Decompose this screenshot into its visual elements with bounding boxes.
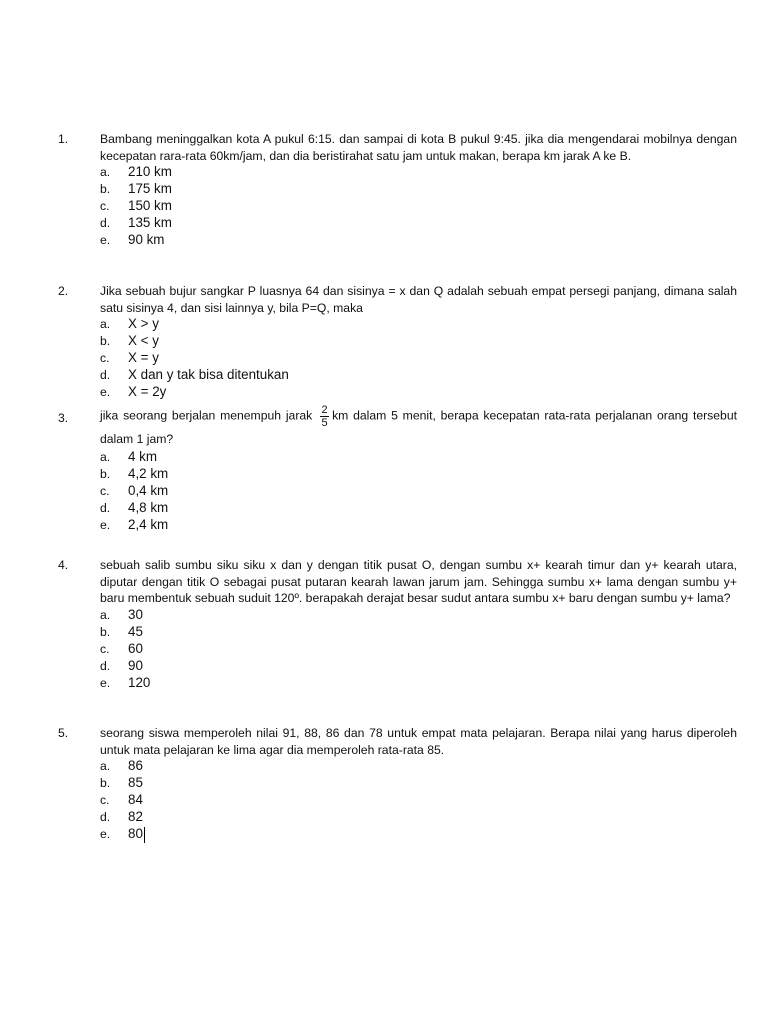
option-letter: a. [100, 759, 111, 774]
option-b [100, 181, 738, 198]
option-b [100, 775, 738, 792]
question-1 [58, 131, 738, 249]
option-value: 90 [128, 657, 143, 673]
question-3 [58, 404, 738, 534]
option-letter: d. [100, 501, 111, 516]
question-text: Jika sebuah bujur sangkar P luasnya 64 dan sisinya = x dan Q adalah sebuah empat persegi panjang, dimana salah satu sisinya 4, dan sisi lainnya y, bila P=Q, maka [100, 284, 737, 315]
option-b [100, 624, 738, 641]
fraction-denominator: 5 [321, 417, 328, 429]
question-number: 1. [58, 132, 69, 146]
option-d [100, 658, 738, 675]
option-value: 2,4 km [128, 517, 169, 533]
option-letter: c. [100, 793, 110, 808]
question-5 [58, 725, 738, 843]
option-value: X > y [128, 316, 159, 332]
option-e [100, 826, 738, 843]
question-text [100, 404, 737, 449]
option-letter: a. [100, 450, 111, 465]
option-letter: b. [100, 467, 111, 482]
option-value: 210 km [128, 164, 172, 180]
option-b [100, 466, 738, 483]
option-value: X < y [128, 333, 159, 349]
option-list [100, 316, 738, 401]
option-letter: e. [100, 827, 111, 842]
question-number: 3. [58, 411, 69, 425]
option-e [100, 675, 738, 692]
option-letter: d. [100, 216, 111, 231]
option-value: 150 km [128, 198, 172, 214]
option-value: 175 km [128, 181, 172, 197]
option-a [100, 164, 738, 181]
option-letter: a. [100, 607, 111, 622]
option-value: 0,4 km [128, 483, 169, 499]
option-letter: e. [100, 385, 111, 400]
option-d [100, 367, 738, 384]
option-value: 4,2 km [128, 466, 169, 482]
option-letter: a. [100, 165, 111, 180]
option-letter: b. [100, 334, 111, 349]
option-value: 90 km [128, 232, 165, 248]
option-e [100, 384, 738, 401]
option-value: 84 [128, 792, 143, 808]
option-letter: d. [100, 658, 111, 673]
option-d [100, 215, 738, 232]
question-text: Bambang meninggalkan kota A pukul 6:15. dan sampai di kota B pukul 9:45. jika dia mengendarai mobilnya dengan kecepatan rara-rata 60km/jam, dan dia beristirahat satu jam untuk makan, berapa km jarak A ke B. [100, 132, 737, 163]
option-list [100, 758, 738, 843]
option-value: X dan y tak bisa ditentukan [128, 367, 289, 383]
option-d [100, 809, 738, 826]
fraction-numerator: 2 [321, 404, 328, 416]
question-text: seorang siswa memperoleh nilai 91, 88, 86 dan 78 untuk empat mata pelajaran. Berapa nilai yang harus diperoleh untuk mata pelajaran ke lima agar dia memperoleh rata-rata 85. [100, 726, 737, 757]
question-text-after: km dalam 5 menit, berapa kecepatan rata-rata perjalanan orang tersebut dalam 1 jam? [100, 408, 737, 446]
option-letter: b. [100, 776, 111, 791]
option-letter: a. [100, 317, 111, 332]
option-letter: c. [100, 199, 110, 214]
option-value: 82 [128, 809, 143, 825]
option-value: 60 [128, 640, 143, 656]
question-4 [58, 557, 738, 692]
option-letter: b. [100, 624, 111, 639]
option-letter: e. [100, 518, 111, 533]
option-value: 45 [128, 623, 143, 639]
option-letter: d. [100, 368, 111, 383]
question-number: 4. [58, 558, 69, 572]
option-e [100, 232, 738, 249]
option-c [100, 198, 738, 215]
option-value: 86 [128, 758, 143, 774]
option-letter: b. [100, 182, 111, 197]
option-value: 120 [128, 674, 151, 690]
option-d [100, 500, 738, 517]
option-a [100, 316, 738, 333]
option-letter: c. [100, 351, 110, 366]
option-list [100, 164, 738, 249]
option-value: X = y [128, 350, 159, 366]
option-list [100, 607, 738, 692]
option-list [100, 449, 738, 534]
option-value: 85 [128, 775, 143, 791]
fraction [320, 404, 329, 429]
option-a [100, 758, 738, 775]
option-letter: d. [100, 810, 111, 825]
option-letter: e. [100, 675, 111, 690]
option-letter: c. [100, 641, 110, 656]
option-b [100, 333, 738, 350]
option-value: 135 km [128, 215, 172, 231]
option-value: 4 km [128, 449, 158, 465]
option-c [100, 792, 738, 809]
question-number: 2. [58, 284, 69, 298]
question-text-before: jika seorang berjalan menempuh jarak [100, 408, 313, 423]
option-value: 4,8 km [128, 500, 169, 516]
text-cursor [144, 827, 146, 843]
option-c [100, 350, 738, 367]
option-c [100, 483, 738, 500]
option-value: 30 [128, 606, 143, 622]
option-letter: c. [100, 484, 110, 499]
option-value: X = 2y [128, 384, 167, 400]
option-a [100, 607, 738, 624]
option-value: 80 [128, 826, 143, 842]
option-c [100, 641, 738, 658]
question-number: 5. [58, 726, 69, 740]
option-a [100, 449, 738, 466]
question-2 [58, 283, 738, 401]
option-e [100, 517, 738, 534]
option-letter: e. [100, 233, 111, 248]
question-text: sebuah salib sumbu siku siku x dan y dengan titik pusat O, dengan sumbu x+ kearah timur dan y+ kearah utara, diputar dengan titik O sebagai pusat putaran kearah lawan jarum jam. Sehingga sumbu x+ lama dengan sumbu y+ baru membentuk sebuah suduit 120º. berapakah derajat besar sudut antara sumbu x+ baru dengan sumbu y+ lama? [100, 558, 737, 606]
